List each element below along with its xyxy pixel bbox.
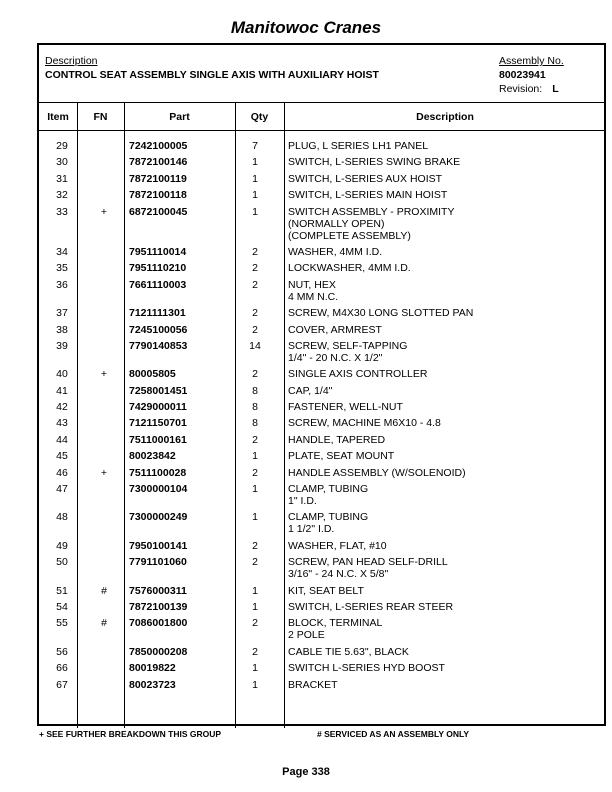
part-number: 7511100028 bbox=[129, 466, 187, 479]
part-description bbox=[288, 401, 403, 413]
column-header-item: Item bbox=[47, 111, 69, 123]
page-title: Manitowoc Cranes bbox=[230, 18, 382, 37]
description-line: CLAMP, TUBING bbox=[288, 511, 369, 524]
part-description bbox=[288, 417, 441, 429]
fn-marker: # bbox=[101, 617, 107, 630]
item-number: 41 bbox=[56, 384, 68, 397]
table-row bbox=[39, 189, 604, 205]
quantity: 1 bbox=[252, 172, 258, 185]
part-description bbox=[288, 662, 445, 674]
quantity: 2 bbox=[252, 466, 258, 479]
quantity: 2 bbox=[252, 278, 258, 291]
description-line: 1" I.D. bbox=[288, 495, 317, 508]
description-label: Description bbox=[45, 55, 98, 67]
description-line: 4 MM N.C. bbox=[288, 290, 339, 303]
description-line: HANDLE, TAPERED bbox=[288, 433, 386, 446]
table-row bbox=[39, 279, 604, 307]
footnote-hash: # SERVICED AS AN ASSEMBLY ONLY bbox=[317, 729, 470, 739]
part-description bbox=[288, 556, 448, 580]
item-number: 51 bbox=[56, 584, 68, 597]
description-line: COVER, ARMREST bbox=[288, 323, 382, 336]
table-row bbox=[39, 307, 604, 323]
item-number: 42 bbox=[56, 401, 68, 414]
item-number: 67 bbox=[56, 678, 68, 691]
description-line: SWITCH, L-SERIES AUX HOIST bbox=[288, 172, 443, 185]
table-row bbox=[39, 617, 604, 645]
item-number: 29 bbox=[56, 140, 68, 152]
item-number: 49 bbox=[56, 539, 68, 552]
part-description bbox=[288, 385, 332, 397]
part-description bbox=[288, 279, 338, 303]
part-description bbox=[288, 450, 394, 462]
part-number: 7576000311 bbox=[129, 584, 187, 597]
description-line: 1/4" - 20 N.C. X 1/2" bbox=[288, 351, 383, 364]
item-number: 31 bbox=[56, 172, 68, 185]
quantity: 8 bbox=[252, 401, 258, 414]
quantity: 1 bbox=[252, 678, 258, 691]
part-description bbox=[288, 246, 382, 258]
part-description bbox=[288, 585, 364, 597]
table-row bbox=[39, 368, 604, 384]
page-number: Page 338 bbox=[282, 766, 330, 778]
part-number: 7258001451 bbox=[129, 384, 188, 397]
assembly-description: CONTROL SEAT ASSEMBLY SINGLE AXIS WITH AUXILIARY HOIST bbox=[45, 69, 379, 81]
item-number: 44 bbox=[56, 433, 68, 446]
description-line: CAP, 1/4" bbox=[288, 384, 333, 397]
part-number: 7086001800 bbox=[129, 617, 188, 630]
assembly-number: 80023941 bbox=[499, 69, 546, 81]
part-number: 7951110014 bbox=[129, 245, 187, 258]
description-line: CLAMP, TUBING bbox=[288, 483, 369, 496]
item-number: 47 bbox=[56, 483, 68, 496]
part-number: 7872100119 bbox=[129, 172, 187, 185]
table-row bbox=[39, 140, 604, 156]
part-number: 80023842 bbox=[129, 450, 176, 463]
part-description bbox=[288, 156, 460, 168]
part-description bbox=[288, 617, 382, 641]
description-line: 2 POLE bbox=[288, 629, 325, 642]
quantity: 14 bbox=[249, 339, 261, 352]
part-number: 80023723 bbox=[129, 678, 176, 691]
description-line: BLOCK, TERMINAL bbox=[288, 617, 383, 630]
item-number: 39 bbox=[56, 339, 68, 352]
part-number: 7511000161 bbox=[129, 433, 187, 446]
fn-marker: + bbox=[100, 466, 108, 479]
part-description bbox=[288, 540, 387, 552]
part-description bbox=[288, 140, 428, 152]
quantity: 2 bbox=[252, 368, 258, 381]
quantity: 2 bbox=[252, 617, 258, 630]
part-description bbox=[288, 434, 385, 446]
quantity: 8 bbox=[252, 384, 258, 397]
description-line: SWITCH ASSEMBLY - PROXIMITY bbox=[288, 205, 455, 218]
quantity: 2 bbox=[252, 323, 258, 336]
item-number: 55 bbox=[56, 617, 68, 630]
table-row bbox=[39, 173, 604, 189]
description-line: LOCKWASHER, 4MM I.D. bbox=[288, 262, 411, 275]
description-line: CABLE TIE 5.63", BLACK bbox=[288, 645, 409, 658]
part-number: 7951110210 bbox=[129, 262, 187, 275]
parts-table bbox=[37, 43, 606, 726]
part-description bbox=[288, 340, 407, 364]
description-line: SINGLE AXIS CONTROLLER bbox=[288, 368, 428, 381]
part-number: 80005805 bbox=[129, 368, 176, 381]
table-row bbox=[39, 324, 604, 340]
quantity: 1 bbox=[252, 450, 258, 463]
part-description bbox=[288, 646, 409, 658]
footnote-plus: + SEE FURTHER BREAKDOWN THIS GROUP bbox=[39, 729, 222, 739]
table-row bbox=[39, 340, 604, 368]
part-number: 7872100139 bbox=[129, 600, 188, 613]
part-number: 7661110003 bbox=[129, 278, 187, 291]
part-description bbox=[288, 368, 427, 380]
table-row bbox=[39, 450, 604, 466]
table-row bbox=[39, 585, 604, 601]
description-line: (NORMALLY OPEN) bbox=[288, 217, 385, 230]
item-number: 48 bbox=[56, 511, 68, 524]
description-line: WASHER, FLAT, #10 bbox=[288, 539, 387, 552]
table-row bbox=[39, 483, 604, 511]
part-number: 7872100118 bbox=[129, 189, 187, 202]
part-number: 7872100146 bbox=[129, 156, 188, 169]
fn-marker: # bbox=[101, 584, 107, 597]
description-line: BRACKET bbox=[288, 678, 338, 691]
part-description bbox=[288, 307, 473, 319]
quantity: 1 bbox=[252, 584, 258, 597]
part-number: 7242100005 bbox=[129, 140, 188, 152]
quantity: 7 bbox=[252, 140, 258, 152]
part-number: 7300000249 bbox=[129, 511, 188, 524]
item-number: 50 bbox=[56, 556, 68, 569]
table-row bbox=[39, 467, 604, 483]
description-line: WASHER, 4MM I.D. bbox=[288, 245, 383, 258]
description-line: SWITCH, L-SERIES SWING BRAKE bbox=[288, 156, 461, 169]
item-number: 66 bbox=[56, 662, 68, 675]
quantity: 1 bbox=[252, 483, 258, 496]
part-number: 7121111301 bbox=[129, 307, 186, 320]
description-line: KIT, SEAT BELT bbox=[288, 584, 364, 597]
part-description bbox=[288, 206, 454, 242]
column-header-part: Part bbox=[169, 111, 190, 123]
part-description bbox=[288, 483, 368, 507]
item-number: 32 bbox=[56, 189, 68, 202]
quantity: 2 bbox=[252, 645, 258, 658]
item-number: 54 bbox=[56, 600, 68, 613]
quantity: 1 bbox=[252, 662, 258, 675]
table-row bbox=[39, 417, 604, 433]
part-number: 7300000104 bbox=[129, 483, 188, 496]
description-line: NUT, HEX bbox=[288, 278, 336, 291]
item-number: 37 bbox=[56, 307, 68, 320]
quantity: 1 bbox=[252, 156, 258, 169]
item-number: 56 bbox=[56, 645, 68, 658]
part-description bbox=[288, 601, 453, 613]
description-line: SWITCH L-SERIES HYD BOOST bbox=[288, 662, 445, 675]
quantity: 2 bbox=[252, 539, 258, 552]
item-number: 34 bbox=[56, 245, 68, 258]
description-line: HANDLE ASSEMBLY (W/SOLENOID) bbox=[288, 466, 466, 479]
table-row bbox=[39, 662, 604, 678]
table-row bbox=[39, 540, 604, 556]
description-line: SCREW, MACHINE M6X10 - 4.8 bbox=[288, 417, 441, 430]
revision-label: Revision: bbox=[499, 83, 543, 95]
part-description bbox=[288, 189, 447, 201]
item-number: 33 bbox=[56, 205, 68, 218]
description-line: SCREW, M4X30 LONG SLOTTED PAN bbox=[288, 307, 474, 320]
part-number: 6872100045 bbox=[129, 205, 188, 218]
part-number: 7791101060 bbox=[129, 556, 187, 569]
item-number: 30 bbox=[56, 156, 68, 169]
table-row bbox=[39, 434, 604, 450]
quantity: 1 bbox=[252, 189, 258, 202]
table-row bbox=[39, 262, 604, 278]
description-line: FASTENER, WELL-NUT bbox=[288, 401, 403, 414]
item-number: 43 bbox=[56, 417, 68, 430]
item-number: 46 bbox=[56, 466, 68, 479]
part-description bbox=[288, 511, 368, 535]
table-row bbox=[39, 646, 604, 662]
table-row bbox=[39, 401, 604, 417]
part-number: 80019822 bbox=[129, 662, 176, 675]
item-number: 40 bbox=[56, 368, 68, 381]
description-line: PLATE, SEAT MOUNT bbox=[288, 450, 395, 463]
part-number: 7850000208 bbox=[129, 645, 188, 658]
quantity: 8 bbox=[252, 417, 258, 430]
quantity: 1 bbox=[252, 511, 258, 524]
column-header-qty: Qty bbox=[250, 111, 269, 123]
table-row bbox=[39, 246, 604, 262]
table-row bbox=[39, 601, 604, 617]
table-row bbox=[39, 156, 604, 172]
table-row bbox=[39, 206, 604, 246]
part-description bbox=[288, 467, 466, 479]
table-row bbox=[39, 556, 604, 584]
column-header-description: Description bbox=[416, 111, 474, 123]
quantity: 2 bbox=[252, 307, 258, 320]
part-number: 7245100056 bbox=[129, 323, 188, 336]
quantity: 2 bbox=[252, 433, 258, 446]
quantity: 2 bbox=[252, 262, 258, 275]
part-number: 7121150701 bbox=[129, 417, 187, 430]
part-number: 7950100141 bbox=[129, 539, 188, 552]
part-number: 7429000011 bbox=[129, 401, 187, 414]
description-line: 3/16" - 24 N.C. X 5/8" bbox=[288, 568, 389, 581]
table-row bbox=[39, 679, 604, 695]
fn-marker: + bbox=[100, 205, 108, 218]
description-line: SCREW, PAN HEAD SELF-DRILL bbox=[288, 556, 448, 569]
part-description bbox=[288, 679, 338, 691]
part-description bbox=[288, 324, 382, 336]
description-line: (COMPLETE ASSEMBLY) bbox=[288, 229, 411, 242]
part-number: 7790140853 bbox=[129, 339, 188, 352]
table-row bbox=[39, 385, 604, 401]
table-row bbox=[39, 511, 604, 539]
column-header-fn: FN bbox=[93, 111, 108, 123]
part-description bbox=[288, 173, 442, 185]
parts-list bbox=[39, 140, 604, 695]
part-description bbox=[288, 262, 411, 274]
quantity: 1 bbox=[252, 205, 258, 218]
item-number: 36 bbox=[56, 278, 68, 291]
item-number: 38 bbox=[56, 323, 68, 336]
item-number: 45 bbox=[56, 450, 68, 463]
assembly-no-label: Assembly No. bbox=[499, 55, 564, 67]
quantity: 2 bbox=[252, 245, 258, 258]
description-line: SWITCH, L-SERIES REAR STEER bbox=[288, 600, 454, 613]
description-line: 1 1/2" I.D. bbox=[288, 523, 335, 536]
description-line: SWITCH, L-SERIES MAIN HOIST bbox=[288, 189, 448, 202]
quantity: 1 bbox=[252, 600, 258, 613]
fn-marker: + bbox=[100, 368, 108, 381]
quantity: 2 bbox=[252, 556, 258, 569]
revision-value: L bbox=[552, 83, 559, 95]
description-line: SCREW, SELF-TAPPING bbox=[288, 339, 408, 352]
description-line: PLUG, L SERIES LH1 PANEL bbox=[288, 140, 429, 152]
revision-line bbox=[499, 83, 559, 95]
item-number: 35 bbox=[56, 262, 68, 275]
